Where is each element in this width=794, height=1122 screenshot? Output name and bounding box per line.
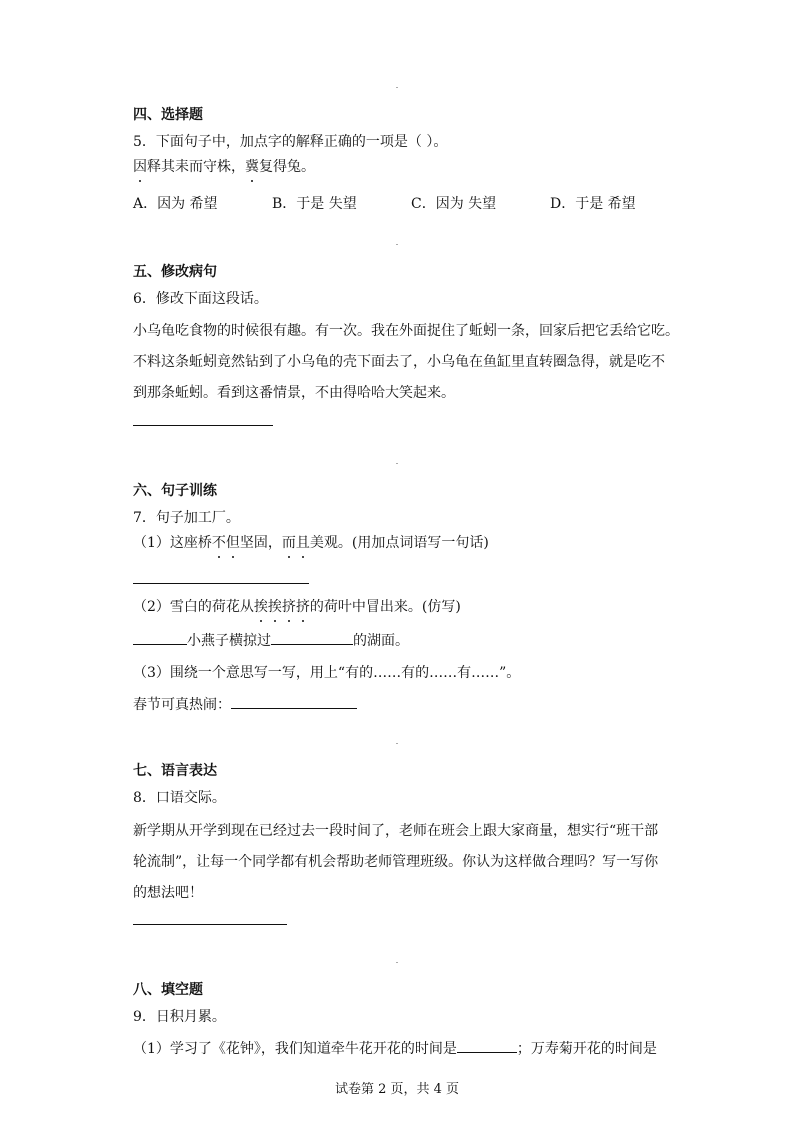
answer-line[interactable] [133,924,287,925]
section-title: 六、句子训练 [133,483,217,499]
sentence-text: 复得兔。 [259,159,315,175]
dotted-char: 不 [212,532,226,552]
dotted-char: 因 [133,156,147,176]
sub-question-1 [133,1038,657,1058]
sentence-text: 美观。(用加点词语写一句话) [309,535,489,551]
answer-line[interactable] [133,425,273,426]
sentence-text: 释其耒而守株， [147,159,245,175]
sentence-text: 的荷叶中冒出来。(仿写) [309,599,461,615]
separator-mark [396,962,398,963]
dotted-char: 挨 [268,596,282,616]
paragraph-line: 到那条蚯蚓。看到这番情景，不由得哈哈大笑起来。 [133,385,455,401]
dotted-char: 而 [282,532,296,552]
sub-question-1 [133,532,489,552]
section-title: 八、填空题 [133,982,203,998]
paragraph-line: 小乌龟吃食物的时候很有趣。有一次。我在外面捉住了蚯蚓一条，回家后把它丢给它吃。 [133,323,679,339]
paragraph-line: 轮流制”，让每一个同学都有机会帮助老师管理班级。你认为这样做合理吗？写一写你 [133,854,659,870]
option-c[interactable]: C．因为 失望 [411,196,497,212]
dotted-char: 挤 [282,596,296,616]
question-9: 9．日积月累。 [133,1009,226,1025]
section-title: 五、修改病句 [133,264,217,280]
separator-mark [396,463,398,464]
fill-blank[interactable] [133,630,187,645]
section-title: 四、选择题 [133,107,203,123]
fill-blank[interactable] [457,1038,517,1053]
sentence-text: 小燕子横掠过 [187,633,271,649]
separator-mark [396,87,398,88]
fill-blank[interactable] [271,630,353,645]
sentence-text: 坚固， [239,535,282,551]
question-7: 7．句子加工厂。 [133,510,240,526]
fill-in-sentence [133,630,409,650]
sub-question-2 [133,596,461,616]
option-b[interactable]: B．于是 失望 [272,196,357,212]
page-footer: 试卷第 2 页，共 4 页 [334,1082,460,1097]
dotted-char: 挤 [296,596,310,616]
dotted-char: 冀 [245,156,259,176]
sentence-text: （2）雪白的荷花从 [133,599,254,615]
separator-mark [396,244,398,245]
question-5: 5．下面句子中，加点字的解释正确的一项是（ ）。 [133,134,448,150]
sentence-text: 春节可真热闹： [133,697,231,713]
sentence-text: 的湖面。 [353,633,409,649]
option-a[interactable]: A．因为 希望 [133,196,218,212]
dotted-char: 挨 [254,596,268,616]
question-5-sentence [133,156,315,176]
dotted-char: 但 [226,532,240,552]
section-title: 七、语言表达 [133,763,217,779]
paragraph-line: 不料这条蚯蚓竟然钻到了小乌龟的壳下面去了，小乌龟在鱼缸里直转圈急得，就是吃不 [133,354,665,370]
answer-line[interactable] [133,583,309,584]
sub-question-3: （3）围绕一个意思写一写，用上“有的……有的……有……”。 [133,665,521,681]
paragraph-line: 的想法吧！ [133,885,203,901]
sentence-text: （1）这座桥 [133,535,212,551]
dotted-char: 且 [296,532,310,552]
sentence-text: （1）学习了《花钟》，我们知道牵牛花开花的时间是 [133,1041,457,1057]
question-6: 6．修改下面这段话。 [133,291,268,307]
question-8: 8．口语交际。 [133,790,226,806]
option-d[interactable]: D．于是 希望 [550,196,636,212]
separator-mark [396,743,398,744]
sentence-text: ；万寿菊开花的时间是 [516,1041,657,1057]
fill-blank[interactable] [231,694,357,709]
paragraph-line: 新学期从开学到现在已经过去一段时间了，老师在班会上跟大家商量，想实行“班干部 [133,823,659,839]
fill-in-sentence [133,694,357,714]
